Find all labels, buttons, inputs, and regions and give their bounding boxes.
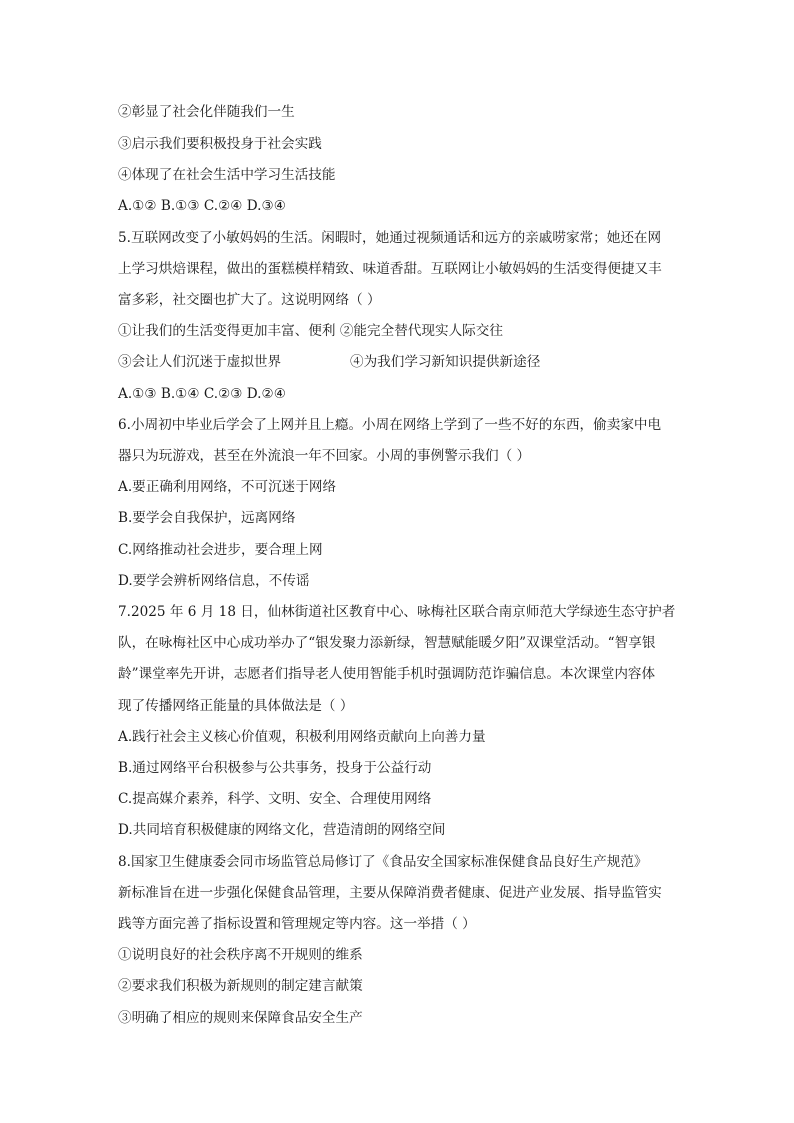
q8-stem-line-2: 新标准旨在进一步强化保健食品管理，主要从保障消费者健康、促进产业发展、指导监管实 — [118, 885, 662, 901]
q8-item-2: ②要求我们积极为新规则的制定建言献策 — [118, 978, 363, 994]
q8-stem-line-1: 8.国家卫生健康委会同市场监管总局修订了《食品安全国家标准保健食品良好生产规范》 — [118, 854, 648, 870]
q6-option-d: D.要学会辨析网络信息，不传谣 — [118, 573, 310, 589]
prev-item-4: ④体现了在社会生活中学习生活技能 — [118, 167, 336, 183]
q7-stem-line-1: 7.2025 年 6 月 18 日，仙林街道社区教育中心、咏梅社区联合南京师范大学绿迹生态守护者 — [118, 604, 676, 620]
q6-option-c: C.网络推动社会进步，要合理上网 — [118, 542, 323, 558]
q5-options: A.①③ B.①④ C.②③ D.②④ — [118, 386, 286, 402]
q7-option-b: B.通过网络平台积极参与公共事务，投身于公益行动 — [118, 760, 432, 776]
q6-stem-line-1: 6.小周初中毕业后学会了上网并且上瘾。小周在网络上学到了一些不好的东西，偷卖家中电 — [118, 417, 662, 433]
q7-stem-line-2: 队，在咏梅社区中心成功举办了“银发聚力添新绿，智慧赋能暖夕阳”双课堂活动。“智享银 — [118, 635, 656, 651]
q8-item-3: ③明确了相应的规则来保障食品安全生产 — [118, 1010, 363, 1026]
q6-stem-line-2: 器只为玩游戏，甚至在外流浪一年不回家。小周的事例警示我们（ ） — [118, 448, 531, 464]
q5-stem-line-3: 富多彩，社交圈也扩大了。这说明网络（ ） — [118, 292, 381, 308]
q8-stem-line-3: 践等方面完善了指标设置和管理规定等内容。这一举措（ ） — [118, 916, 476, 932]
q8-item-1: ①说明良好的社会秩序离不开规则的维系 — [118, 947, 363, 963]
q7-option-a: A.践行社会主义核心价值观，积极利用网络贡献向上向善力量 — [118, 729, 486, 745]
q5-item-3: ③会让人们沉迷于虚拟世界 — [118, 354, 282, 370]
q5-stem-line-1: 5.互联网改变了小敏妈妈的生活。闲暇时，她通过视频通话和远方的亲戚唠家常；她还在网 — [118, 230, 662, 246]
q7-stem-line-4: 现了传播网络正能量的具体做法是（ ） — [118, 698, 354, 714]
q5-item-4: ④为我们学习新知识提供新途径 — [350, 354, 541, 370]
prev-item-3: ③启示我们要积极投身于社会实践 — [118, 136, 322, 152]
prev-item-2: ②彰显了社会化伴随我们一生 — [118, 104, 295, 120]
q5-items-row-1: ①让我们的生活变得更加丰富、便利 ②能完全替代现实人际交往 — [118, 323, 503, 339]
q7-option-d: D.共同培育积极健康的网络文化，营造清朗的网络空间 — [118, 822, 446, 838]
q5-stem-line-2: 上学习烘焙课程，做出的蛋糕模样精致、味道香甜。互联网让小敏妈妈的生活变得便捷又丰 — [118, 261, 662, 277]
q6-option-a: A.要正确利用网络，不可沉迷于网络 — [118, 479, 337, 495]
q7-option-c: C.提高媒介素养，科学、文明、安全、合理使用网络 — [118, 791, 432, 807]
prev-options: A.①② B.①③ C.②④ D.③④ — [118, 198, 286, 214]
q5-items-row-2 — [118, 353, 540, 371]
q6-option-b: B.要学会自我保护，远离网络 — [118, 510, 296, 526]
q7-stem-line-3: 龄”课堂率先开讲，志愿者们指导老人使用智能手机时强调防范诈骗信息。本次课堂内容体 — [118, 666, 656, 682]
